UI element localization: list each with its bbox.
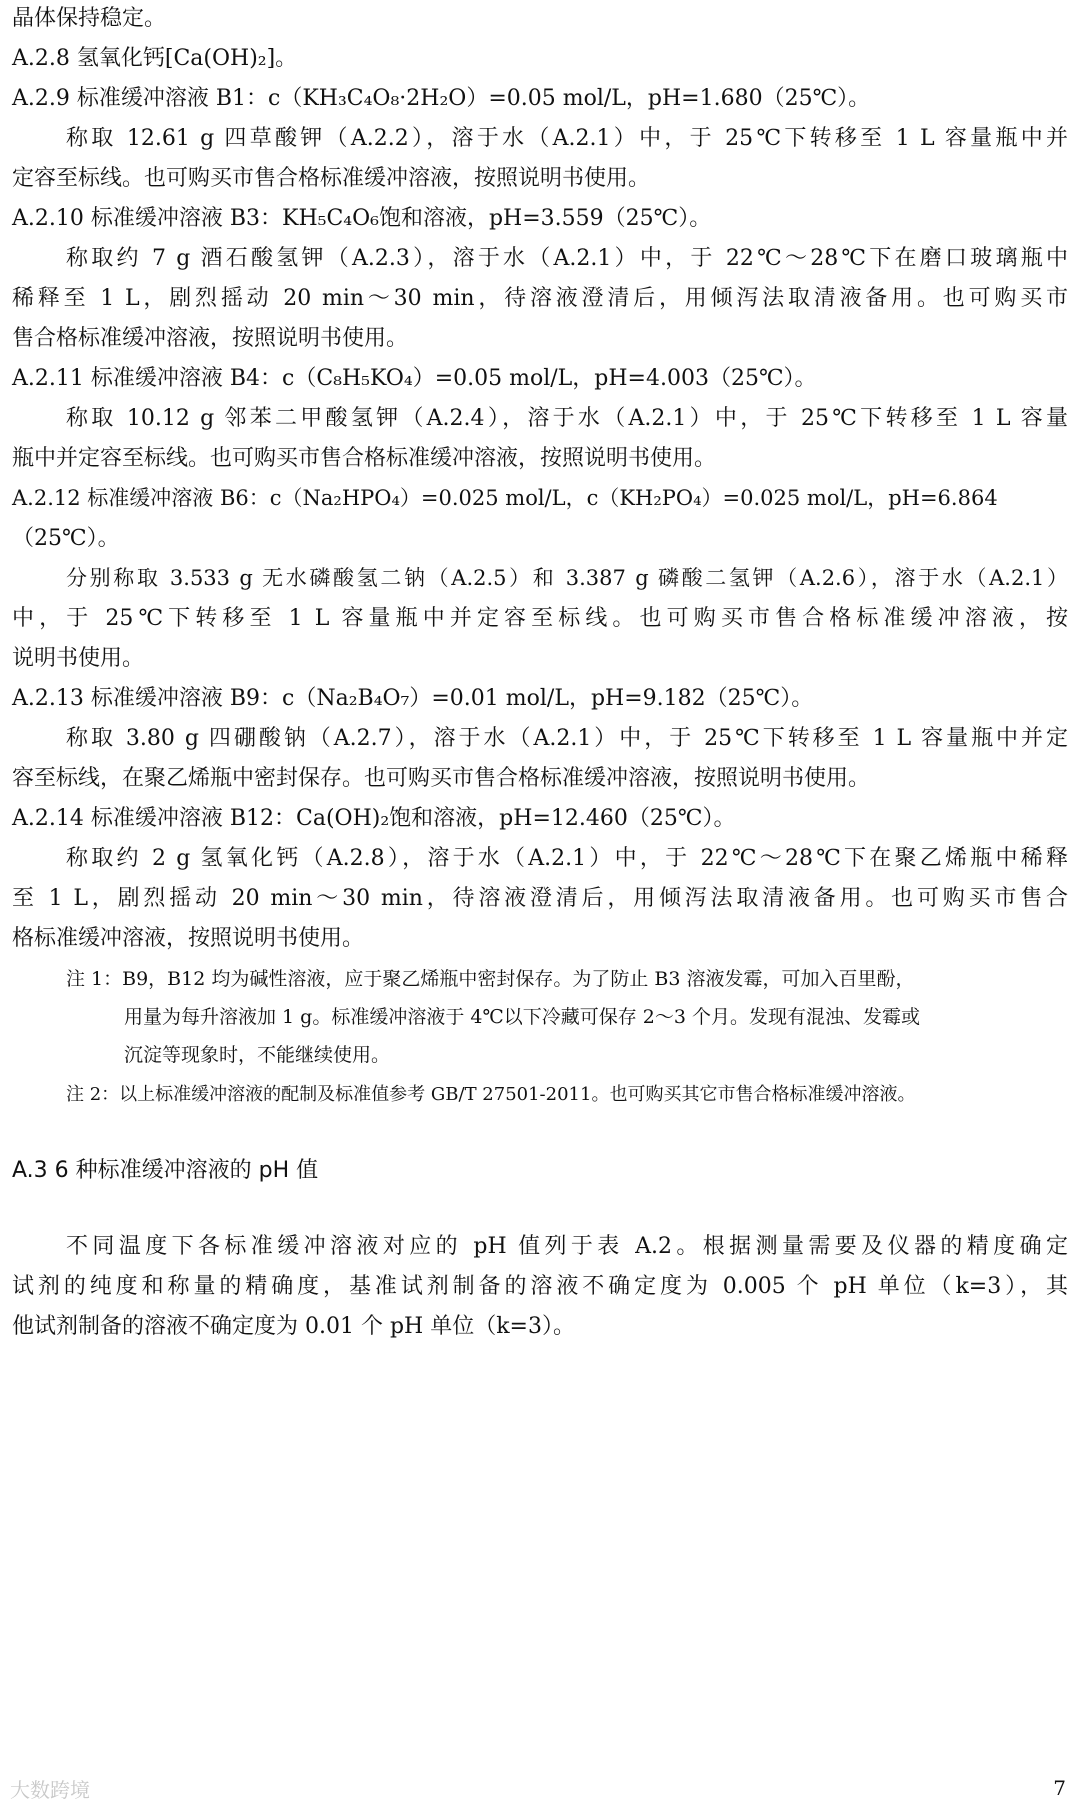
paragraph-line: 他试剂制备的溶液不确定度为 0.01 个 pH 单位（k=3）。	[12, 1314, 575, 1339]
paragraph-line: 中，于 25℃下转移至 1 L 容量瓶中并定容至标线。也可购买市售合格标准缓冲溶液，按	[12, 606, 1068, 631]
paragraph-line: 容至标线，在聚乙烯瓶中密封保存。也可购买市售合格标准缓冲溶液，按照说明书使用。	[12, 766, 871, 791]
paragraph-line: 称取 10.12 g 邻苯二甲酸氢钾（A.2.4），溶于水（A.2.1）中，于 25℃下转移至 1 L 容量	[66, 406, 1068, 431]
clause-heading-a-2-14: A.2.14 标准缓冲溶液 B12：Ca(OH)₂饱和溶液，pH=12.460（25℃）。	[12, 806, 736, 831]
clause-heading-a-2-8: A.2.8 氢氧化钙[Ca(OH)₂]。	[12, 46, 298, 71]
note-1-line: 注 1：B9，B12 均为碱性溶液，应于聚乙烯瓶中密封保存。为了防止 B3 溶液发霉，可加入百里酚，	[66, 968, 915, 990]
note-1-line: 沉淀等现象时，不能继续使用。	[124, 1044, 391, 1066]
paragraph-line: 瓶中并定容至标线。也可购买市售合格标准缓冲溶液，按照说明书使用。	[12, 446, 717, 471]
paragraph-line: 说明书使用。	[12, 646, 145, 671]
section-heading-a-3: A.3 6 种标准缓冲溶液的 pH 值	[12, 1158, 319, 1183]
clause-heading-a-2-11: A.2.11 标准缓冲溶液 B4：c（C₈H₅KO₄）=0.05 mol/L，pH=4.003（25℃）。	[12, 366, 817, 391]
paragraph-line: 至 1 L，剧烈摇动 20 min～30 min，待溶液澄清后，用倾泻法取清液备用。也可购买市售合	[12, 886, 1068, 911]
paragraph-line: 称取约 7 g 酒石酸氢钾（A.2.3），溶于水（A.2.1）中，于 22℃～28℃下在磨口玻璃瓶中	[66, 246, 1068, 271]
paragraph-line: 稀释至 1 L，剧烈摇动 20 min～30 min，待溶液澄清后，用倾泻法取清液备用。也可购买市	[12, 286, 1068, 311]
paragraph-line: 不同温度下各标准缓冲溶液对应的 pH 值列于表 A.2。根据测量需要及仪器的精度确定	[66, 1234, 1068, 1259]
paragraph-line: （25℃）。	[12, 526, 120, 551]
paragraph-line: 称取 3.80 g 四硼酸钠（A.2.7），溶于水（A.2.1）中，于 25℃下转移至 1 L 容量瓶中并定	[66, 726, 1068, 751]
paragraph-line: 定容至标线。也可购买市售合格标准缓冲溶液，按照说明书使用。	[12, 166, 651, 191]
paragraph-line: 称取 12.61 g 四草酸钾（A.2.2），溶于水（A.2.1）中，于 25℃下转移至 1 L 容量瓶中并	[66, 126, 1068, 151]
clause-heading-a-2-9: A.2.9 标准缓冲溶液 B1：c（KH₃C₄O₈·2H₂O）=0.05 mol/L，pH=1.680（25℃）。	[12, 86, 871, 111]
page-number: 7	[1053, 1776, 1066, 1800]
clause-heading-a-2-10: A.2.10 标准缓冲溶液 B3：KH₅C₄O₆饱和溶液，pH=3.559（25℃）。	[12, 206, 712, 231]
paragraph-line: 格标准缓冲溶液，按照说明书使用。	[12, 926, 365, 951]
clause-heading-a-2-12: A.2.12 标准缓冲溶液 B6：c（Na₂HPO₄）=0.025 mol/L，c（KH₂PO₄）=0.025 mol/L，pH=6.864	[12, 486, 998, 510]
clause-heading-a-2-13: A.2.13 标准缓冲溶液 B9：c（Na₂B₄O₇）=0.01 mol/L，pH=9.182（25℃）。	[12, 686, 814, 711]
note-1-line: 用量为每升溶液加 1 g。标准缓冲溶液于 4℃以下冷藏可保存 2～3 个月。发现有混浊、发霉或	[124, 1006, 920, 1028]
paragraph-line: 售合格标准缓冲溶液，按照说明书使用。	[12, 326, 409, 351]
paragraph-line: 试剂的纯度和称量的精确度，基准试剂制备的溶液不确定度为 0.005 个 pH 单位（k=3），其	[12, 1274, 1068, 1299]
paragraph-line: 分别称取 3.533 g 无水磷酸氢二钠（A.2.5）和 3.387 g 磷酸二氢钾（A.2.6），溶于水（A.2.1）	[66, 566, 1068, 590]
watermark-logo: 大数跨境	[10, 1778, 90, 1802]
paragraph-line: 称取约 2 g 氢氧化钙（A.2.8），溶于水（A.2.1）中，于 22℃～28℃下在聚乙烯瓶中稀释	[66, 846, 1068, 871]
paragraph-line: 晶体保持稳定。	[12, 6, 167, 31]
note-2-line: 注 2：以上标准缓冲溶液的配制及标准值参考 GB/T 27501-2011。也可购买其它市售合格标准缓冲溶液。	[66, 1084, 916, 1105]
